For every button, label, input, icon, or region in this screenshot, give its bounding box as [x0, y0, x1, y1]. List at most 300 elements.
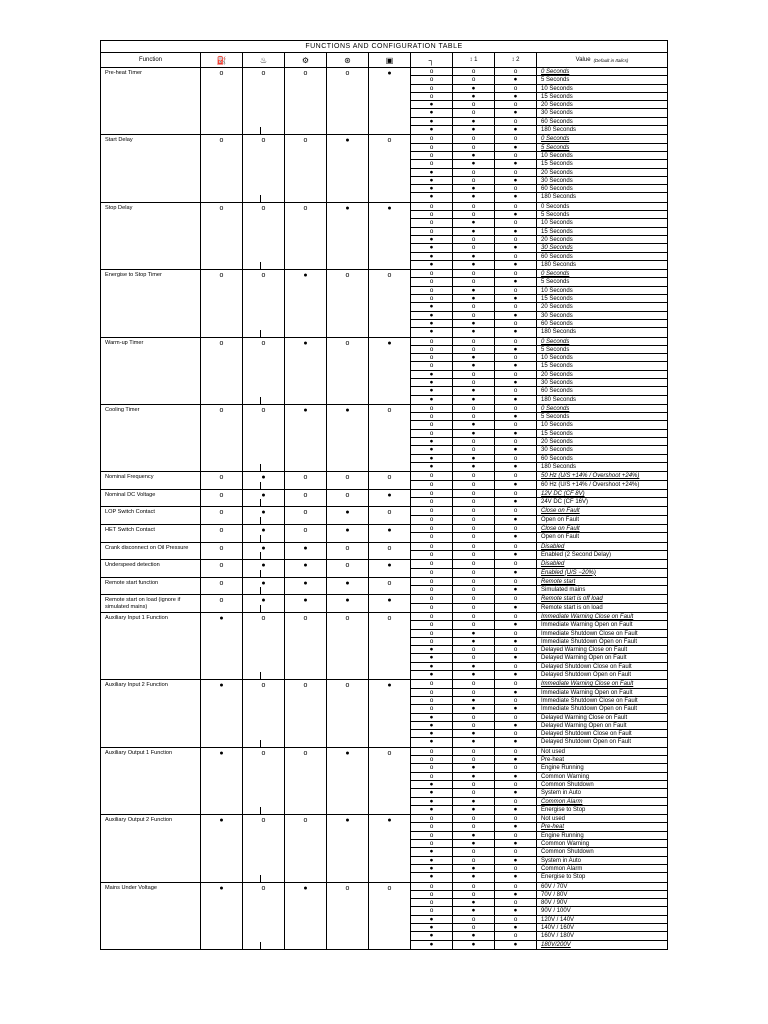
- option-rows: [411, 472, 667, 489]
- option-row: [411, 941, 667, 949]
- switch-state-mark: o: [303, 491, 308, 499]
- option-value: 15 Seconds: [541, 430, 573, 437]
- option-value: 180 Seconds: [541, 127, 577, 134]
- option-value: 0 Seconds: [541, 136, 570, 143]
- function-group: [101, 135, 667, 202]
- function-group: [101, 680, 667, 747]
- dip-state-mark: o: [453, 714, 495, 721]
- tick-mark: [260, 807, 261, 814]
- option-value: 50 Hz (U/S +14% / Overshoot +24%): [541, 473, 640, 480]
- switch-cell: [285, 507, 327, 524]
- dip-state-mark: o: [411, 295, 453, 302]
- dip-state-mark: o: [411, 516, 453, 524]
- dip-state-mark: ●: [453, 663, 495, 670]
- option-value: Common Alarm: [541, 865, 583, 872]
- switch-cell: [285, 68, 327, 134]
- switch-cell: [327, 578, 369, 595]
- option-row: [411, 278, 667, 286]
- option-value: 5 Seconds: [541, 77, 570, 84]
- function-group: [101, 490, 667, 508]
- dip-state-mark: ●: [495, 463, 537, 471]
- dip-state-mark: o: [411, 525, 453, 532]
- dip-state-mark: ●: [453, 328, 495, 336]
- option-row: [411, 932, 667, 940]
- dip-state-mark: o: [453, 586, 495, 594]
- dip-state-mark: ●: [495, 109, 537, 116]
- dip-state-mark: o: [411, 748, 453, 755]
- dip-state-mark: o: [453, 789, 495, 796]
- dip-state-mark: o: [453, 689, 495, 696]
- dip-state-mark: o: [495, 236, 537, 243]
- dip-state-mark: ●: [411, 446, 453, 453]
- option-row: [411, 253, 667, 261]
- dip-state-mark: ●: [411, 463, 453, 471]
- dip-state-mark: ●: [495, 941, 537, 949]
- dip-state-mark: o: [411, 430, 453, 437]
- option-value: 10 Seconds: [541, 355, 573, 362]
- option-row: [411, 730, 667, 738]
- dip-state-mark: ●: [411, 714, 453, 721]
- switch-state-mark: o: [219, 544, 224, 552]
- switch-cell: [285, 578, 327, 595]
- option-row: [411, 490, 667, 498]
- option-rows: [411, 595, 667, 612]
- option-row: [411, 118, 667, 126]
- option-row: [411, 126, 667, 134]
- option-row: [411, 848, 667, 856]
- dip-state-mark: o: [411, 604, 453, 612]
- dip-state-mark: ●: [453, 941, 495, 949]
- dip-state-mark: ●: [495, 907, 537, 914]
- switch-state-mark: o: [261, 884, 266, 892]
- switch-state-mark: o: [387, 509, 392, 517]
- option-rows: [411, 680, 667, 746]
- function-name: Start Delay: [101, 135, 201, 201]
- dip-state-mark: o: [453, 551, 495, 559]
- option-row: [411, 346, 667, 354]
- switch-state-mark: o: [261, 339, 266, 347]
- option-row: [411, 773, 667, 781]
- dip-state-mark: ●: [495, 328, 537, 336]
- option-value: 180 Seconds: [541, 329, 577, 336]
- dip-state-mark: ●: [453, 219, 495, 226]
- switch-cell: [369, 748, 411, 814]
- option-row: [411, 312, 667, 320]
- dip-state-mark: ●: [411, 244, 453, 251]
- dip-state-mark: ●: [411, 118, 453, 125]
- function-column-header: Function: [101, 53, 201, 67]
- dip-state-mark: o: [495, 354, 537, 361]
- dip-state-mark: ●: [495, 604, 537, 612]
- dip-state-mark: o: [453, 405, 495, 412]
- option-value: 20 Seconds: [541, 102, 573, 109]
- switch-cell: [201, 680, 243, 746]
- option-row: [411, 680, 667, 688]
- dip-state-mark: ●: [411, 455, 453, 462]
- dip-state-mark: ●: [453, 253, 495, 260]
- function-group: [101, 578, 667, 596]
- dip-state-mark: ●: [411, 654, 453, 661]
- switch-cell: [243, 883, 285, 949]
- dip-state-mark: o: [453, 543, 495, 550]
- dip-state-mark: o: [453, 604, 495, 612]
- option-rows: [411, 560, 667, 577]
- dip-state-mark: o: [453, 211, 495, 218]
- dip-state-mark: o: [453, 781, 495, 788]
- function-name: Remote start function: [101, 578, 201, 595]
- dip-state-mark: o: [495, 135, 537, 142]
- dip-state-mark: o: [495, 595, 537, 602]
- dip-state-mark: ●: [411, 916, 453, 923]
- switch-cell: [243, 748, 285, 814]
- dip-state-mark: o: [411, 840, 453, 847]
- option-row: [411, 663, 667, 671]
- dip-state-mark: ●: [495, 396, 537, 404]
- tick-mark: [260, 397, 261, 404]
- dip-state-mark: ●: [453, 773, 495, 780]
- switch-state-mark: ●: [303, 884, 308, 892]
- dip-state-mark: o: [411, 362, 453, 369]
- dip-state-mark: o: [453, 446, 495, 453]
- option-row: [411, 891, 667, 899]
- dip-state-mark: o: [411, 756, 453, 763]
- tick-mark: [260, 127, 261, 134]
- option-value: 90V / 100V: [541, 908, 571, 915]
- option-value: 15 Seconds: [541, 228, 573, 235]
- switch-state-mark: ●: [219, 615, 224, 622]
- dip-state-mark: ●: [453, 354, 495, 361]
- dip-state-mark: o: [453, 338, 495, 345]
- option-row: [411, 287, 667, 295]
- option-value: Delayed Shutdown Close on Fault: [541, 731, 632, 738]
- option-row: [411, 916, 667, 924]
- option-row: [411, 865, 667, 873]
- dip-state-mark: o: [453, 278, 495, 285]
- switch-cell: [327, 543, 369, 560]
- option-row: [411, 748, 667, 756]
- function-group: [101, 883, 667, 949]
- switch-state-mark: o: [219, 527, 224, 535]
- switch-cell: [285, 525, 327, 542]
- function-name: Nominal DC Voltage: [101, 490, 201, 507]
- dip-state-mark: o: [411, 354, 453, 361]
- dip-state-mark: o: [453, 533, 495, 541]
- option-row: [411, 430, 667, 438]
- dip-state-mark: o: [495, 303, 537, 310]
- switch-state-mark: o: [387, 544, 392, 552]
- option-value: 10 Seconds: [541, 85, 573, 92]
- switch-cell: [327, 525, 369, 542]
- switch-state-mark: o: [345, 562, 350, 570]
- switch-cell: [243, 815, 285, 881]
- dip-state-mark: o: [411, 160, 453, 167]
- switch-state-mark: o: [219, 204, 224, 212]
- switch-cell: [369, 338, 411, 404]
- option-value: Pre-heat: [541, 757, 565, 764]
- dip-state-mark: ●: [495, 773, 537, 780]
- option-rows: [411, 525, 667, 542]
- option-rows: [411, 815, 667, 881]
- option-value: Simulated mains: [541, 587, 586, 594]
- dip-state-mark: o: [411, 630, 453, 637]
- option-rows: [411, 68, 667, 134]
- dip-state-mark: o: [411, 638, 453, 645]
- switch-cell: [201, 525, 243, 542]
- option-row: [411, 586, 667, 594]
- tick-mark: [260, 517, 261, 524]
- option-row: [411, 823, 667, 831]
- switch-cell: [327, 338, 369, 404]
- switch-state-mark: o: [387, 749, 392, 757]
- dip-state-mark: o: [411, 405, 453, 412]
- tick-mark: [260, 587, 261, 594]
- option-value: Enabled (2 Second Delay): [541, 551, 612, 558]
- switch-state-mark: o: [345, 544, 350, 552]
- option-value: Enabled (U/S −20%): [541, 569, 596, 576]
- switch-cell: [201, 507, 243, 524]
- dip-state-mark: o: [495, 899, 537, 906]
- switch-cell: [243, 338, 285, 404]
- option-value: 180V/200V: [541, 941, 571, 948]
- dip-state-mark: o: [495, 490, 537, 497]
- option-value: 160V / 180V: [541, 933, 575, 940]
- dip-state-mark: ●: [411, 865, 453, 872]
- dip-state-mark: o: [411, 278, 453, 285]
- function-name: Energise to Stop Timer: [101, 270, 201, 336]
- switch-state-mark: o: [303, 70, 308, 77]
- dip-state-mark: o: [411, 68, 453, 75]
- dip-state-mark: o: [411, 586, 453, 594]
- switch-cell: [327, 203, 369, 269]
- dip-state-mark: ●: [453, 671, 495, 679]
- switch-state-mark: o: [345, 70, 350, 77]
- dip-state-mark: ●: [453, 806, 495, 814]
- dip-state-mark: o: [495, 781, 537, 788]
- option-rows: [411, 135, 667, 201]
- switch-cell: [327, 507, 369, 524]
- option-value: Immediate Warning Close on Fault: [541, 614, 634, 620]
- option-value: Immediate Warning Open on Fault: [541, 622, 633, 629]
- option-row: [411, 455, 667, 463]
- option-value: Disabled: [541, 561, 565, 568]
- dip-state-mark: ●: [495, 498, 537, 506]
- dip-state-mark: ●: [495, 516, 537, 524]
- dip-state-mark: o: [411, 211, 453, 218]
- option-value: 12V DC (CF 8V): [541, 490, 585, 497]
- dip-state-mark: ●: [453, 730, 495, 737]
- option-row: [411, 595, 667, 603]
- option-row: [411, 789, 667, 797]
- option-row: [411, 543, 667, 551]
- tick-mark: [260, 535, 261, 542]
- dip-state-mark: o: [453, 595, 495, 602]
- dip-state-mark: o: [411, 613, 453, 620]
- tick-mark: [260, 570, 261, 577]
- option-value: Remote start: [541, 578, 576, 585]
- option-value: Common Shutdown: [541, 781, 594, 788]
- dip-state-mark: ●: [495, 312, 537, 319]
- dip-state-mark: ●: [495, 586, 537, 594]
- dip-state-mark: ●: [453, 387, 495, 394]
- option-value: 80V / 90V: [541, 900, 568, 907]
- dip-state-mark: ●: [453, 126, 495, 134]
- dip-state-mark: o: [495, 883, 537, 890]
- dip-state-mark: ●: [411, 387, 453, 394]
- dip-state-mark: ●: [453, 798, 495, 805]
- option-value: Pre-heat: [541, 824, 565, 831]
- switch-state-mark: o: [303, 682, 308, 690]
- dip-state-mark: ●: [495, 76, 537, 83]
- dip-state-mark: ●: [495, 806, 537, 814]
- switch-cell: [369, 883, 411, 949]
- switch-cell: [285, 270, 327, 336]
- dip-state-mark: ●: [411, 320, 453, 327]
- switch-state-mark: o: [261, 817, 266, 825]
- dip-state-mark: o: [495, 697, 537, 704]
- option-row: [411, 354, 667, 362]
- switch-cell: [327, 472, 369, 489]
- option-value: Common Alarm: [541, 798, 583, 805]
- dip-state-mark: o: [453, 490, 495, 497]
- option-row: [411, 533, 667, 541]
- option-value: 180 Seconds: [541, 463, 577, 470]
- switch-cell: [243, 68, 285, 134]
- dip-state-mark: ●: [411, 730, 453, 737]
- crank-icon: ⊛: [327, 53, 369, 67]
- dip-state-mark: o: [453, 270, 495, 277]
- switch-state-mark: ●: [345, 204, 350, 212]
- option-row: [411, 396, 667, 404]
- switch-cell: [285, 472, 327, 489]
- dip-state-mark: ●: [411, 848, 453, 855]
- switch-cell: [369, 472, 411, 489]
- dip-state-mark: o: [453, 823, 495, 830]
- dip-position-icon: ┐: [411, 53, 453, 67]
- dip-state-mark: ●: [495, 160, 537, 167]
- dip-state-mark: o: [453, 498, 495, 506]
- dip-state-mark: o: [411, 76, 453, 83]
- value-label: Value: [575, 57, 591, 63]
- dip-state-mark: o: [495, 421, 537, 428]
- dip-state-mark: o: [453, 507, 495, 514]
- dip-state-mark: ●: [495, 738, 537, 746]
- dip-state-mark: ●: [453, 228, 495, 235]
- dip-state-mark: o: [495, 118, 537, 125]
- dip-state-mark: ●: [495, 295, 537, 302]
- dip-state-mark: ●: [453, 738, 495, 746]
- dip-state-mark: ●: [495, 823, 537, 830]
- switch-cell: [369, 203, 411, 269]
- option-rows: [411, 203, 667, 269]
- function-name: Crank disconnect on Oil Pressure: [101, 543, 201, 560]
- option-value: 60 Seconds: [541, 253, 573, 260]
- tick-mark: [260, 740, 261, 747]
- function-name: LOP Switch Contact: [101, 507, 201, 524]
- switch-state-mark: o: [219, 562, 224, 570]
- dip-state-mark: ●: [411, 328, 453, 336]
- dip-state-mark: ●: [495, 362, 537, 369]
- switch-cell: [285, 815, 327, 881]
- dip-state-mark: o: [411, 907, 453, 914]
- option-rows: [411, 613, 667, 679]
- dip-state-mark: o: [411, 823, 453, 830]
- option-row: [411, 211, 667, 219]
- option-row: [411, 697, 667, 705]
- dip-state-mark: ●: [453, 832, 495, 839]
- option-value: 30 Seconds: [541, 312, 573, 319]
- switch-state-mark: ●: [387, 339, 392, 347]
- function-group: [101, 472, 667, 490]
- dip-state-mark: ●: [453, 638, 495, 645]
- switch-state-mark: o: [303, 749, 308, 757]
- dip-state-mark: ●: [453, 193, 495, 201]
- option-value: 5 Seconds: [541, 414, 570, 421]
- dip-state-mark: o: [495, 543, 537, 550]
- switch-cell: [369, 543, 411, 560]
- function-name: HET Switch Contact: [101, 525, 201, 542]
- switch-state-mark: ●: [261, 562, 266, 570]
- switch-cell: [327, 68, 369, 134]
- dip-state-mark: ●: [411, 671, 453, 679]
- switch-cell: [285, 338, 327, 404]
- dip-state-mark: o: [453, 756, 495, 763]
- dip-state-mark: ●: [411, 101, 453, 108]
- function-name: Auxiliary Input 1 Function: [101, 613, 201, 679]
- option-row: [411, 338, 667, 346]
- switch-cell: [243, 203, 285, 269]
- switch-state-mark: o: [219, 597, 224, 605]
- dip-state-mark: ●: [411, 438, 453, 445]
- switch-state-mark: ●: [345, 137, 350, 145]
- switch-state-mark: ●: [387, 527, 392, 535]
- dip-state-mark: o: [411, 689, 453, 696]
- switch-state-mark: ●: [261, 579, 266, 587]
- dip-state-mark: o: [453, 312, 495, 319]
- switch-cell: [327, 490, 369, 507]
- switch-cell: [201, 270, 243, 336]
- switch-state-mark: o: [219, 509, 224, 517]
- switch-state-mark: o: [387, 406, 392, 414]
- dip-state-mark: o: [411, 228, 453, 235]
- dip-state-mark: o: [453, 371, 495, 378]
- switch-state-mark: o: [219, 406, 224, 414]
- switch-cell: [285, 560, 327, 577]
- switch-cell: [327, 613, 369, 679]
- switch-cell: [201, 405, 243, 471]
- dip-state-mark: o: [411, 832, 453, 839]
- dip-state-mark: ●: [453, 697, 495, 704]
- switch-cell: [369, 525, 411, 542]
- dip-state-mark: o: [495, 185, 537, 192]
- switch-state-mark: o: [261, 615, 266, 622]
- dip-state-mark: ●: [453, 93, 495, 100]
- dip-state-mark: ●: [495, 278, 537, 285]
- switch-state-mark: o: [261, 204, 266, 212]
- dip-state-mark: o: [495, 680, 537, 687]
- dip-state-mark: ●: [495, 413, 537, 420]
- dip-state-mark: o: [495, 646, 537, 653]
- dip-state-mark: o: [411, 472, 453, 479]
- switch-state-mark: o: [219, 70, 224, 77]
- option-row: [411, 68, 667, 76]
- dip-state-mark: ●: [495, 789, 537, 796]
- switch-state-mark: o: [303, 817, 308, 825]
- option-row: [411, 320, 667, 328]
- dip-state-mark: o: [411, 697, 453, 704]
- dip-state-mark: o: [495, 560, 537, 567]
- dip-state-mark: o: [495, 507, 537, 514]
- option-row: [411, 722, 667, 730]
